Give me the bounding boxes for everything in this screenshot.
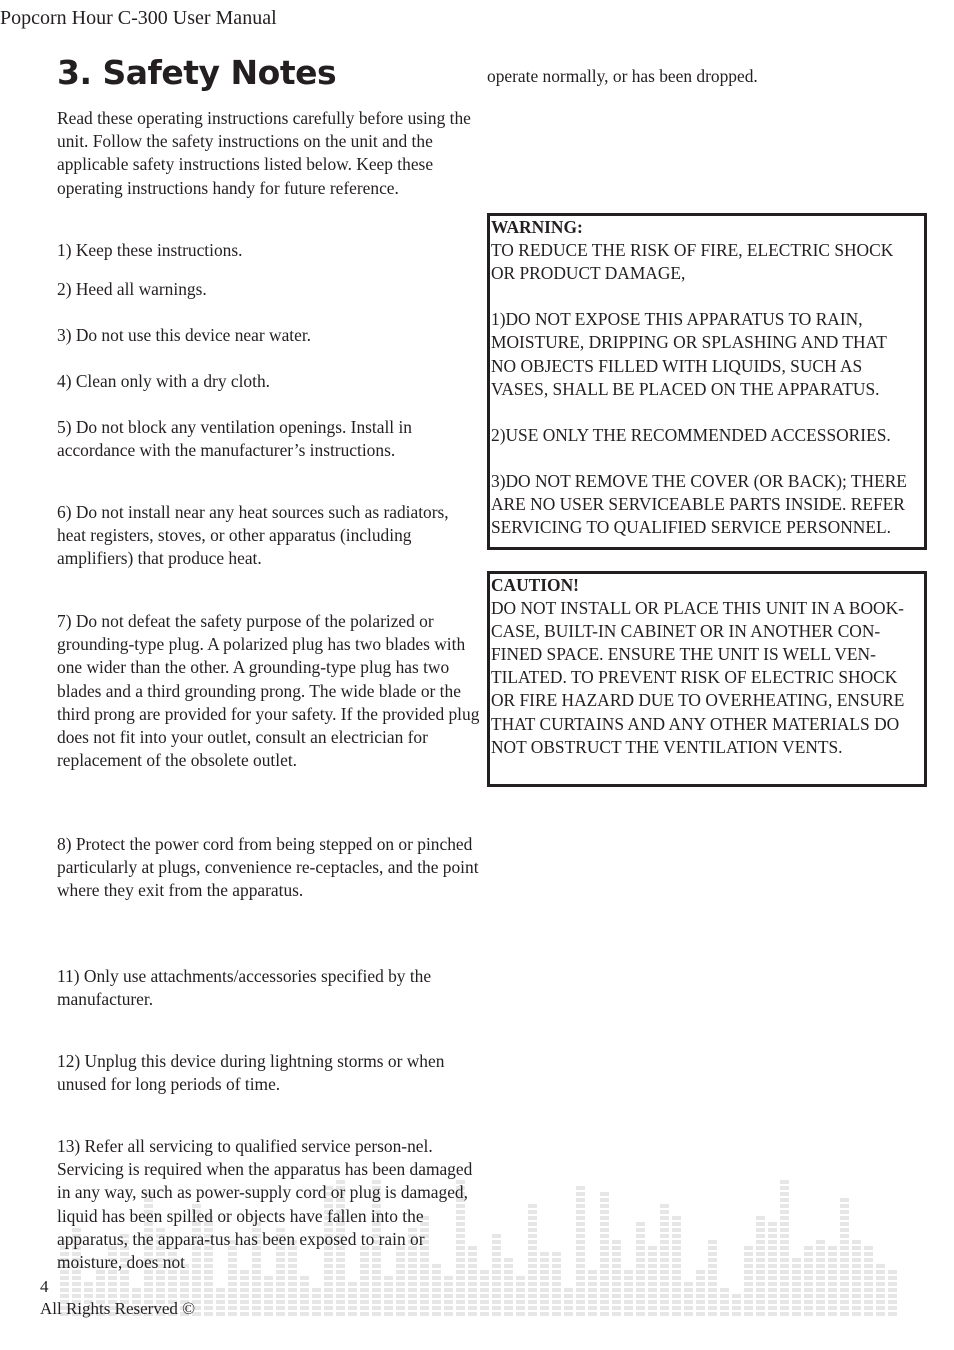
safety-item-5: 5) Do not block any ventilation openings. Install in accordance with the manufacturer’s instructions. [57, 417, 413, 461]
caution-line: NOT OBSTRUCT THE VENTILATION VENTS. [491, 736, 843, 757]
caution-line: THAT CURTAINS AND ANY OTHER MATERIALS DO [491, 713, 900, 734]
safety-item-8: 8) Protect the power cord from being stepped on or pinched particularly at plugs, convenience re-ceptacles, and the point where they exit from the apparatus. [57, 834, 479, 901]
intro-paragraph: Read these operating instructions carefully before using the unit. Follow the safety instructions on the unit and the applicable safety instructions listed below. Keep these operating instructions handy for future reference. [57, 108, 471, 198]
safety-item-11: 11) Only use attachments/accessories specified by the manufacturer. [57, 966, 432, 1010]
warning-heading: WARNING: [491, 217, 583, 237]
safety-item-3: 3) Do not use this device near water. [57, 325, 312, 345]
caution-text [491, 597, 924, 759]
caution-box [487, 571, 927, 787]
warning-line: SERVICING TO QUALIFIED SERVICE PERSONNEL. [491, 517, 891, 538]
warning-line: 1)DO NOT EXPOSE THIS APPARATUS TO RAIN, [491, 309, 863, 330]
caution-line: FINED SPACE. ENSURE THE UNIT IS WELL VEN- [491, 644, 876, 665]
caution-line: OR FIRE HAZARD DUE TO OVERHEATING, ENSURE [491, 690, 905, 711]
rights-notice: All Rights Reserved © [40, 1299, 196, 1318]
warning-line: TO REDUCE THE RISK OF FIRE, ELECTRIC SHOCK [491, 240, 894, 261]
warning-spacer [491, 401, 924, 424]
safety-item-1: 1) Keep these instructions. [57, 240, 243, 260]
warning-text [491, 239, 924, 539]
caution-line: TILATED. TO PREVENT RISK OF ELECTRIC SHOCK [491, 667, 898, 688]
warning-line: VASES, SHALL BE PLACED ON THE APPARATUS. [491, 378, 880, 399]
page-number: 4 [40, 1277, 49, 1296]
safety-item-7: 7) Do not defeat the safety purpose of the polarized or grounding-type plug. A polarized plug has two blades with one wider than the other. A grounding-type plug has two blades and a third grounding prong. The wide blade or the third prong are provided for your safety. If the provided plug does not fit into your outlet, consult an electrician for replacement of the obsolete outlet. [57, 611, 480, 771]
safety-item-2: 2) Heed all warnings. [57, 279, 207, 299]
warning-line: 3)DO NOT REMOVE THE COVER (OR BACK); THERE [491, 471, 907, 492]
warning-spacer [491, 285, 924, 308]
caution-line: DO NOT INSTALL OR PLACE THIS UNIT IN A BOOK- [491, 598, 904, 619]
safety-item-13: 13) Refer all servicing to qualified service person-nel. Servicing is required when the apparatus has been damaged in any way, such as power-supply cord or plug is damaged, liquid has been spilled or objects have fallen into the apparatus, the appara-tus has been exposed to rain or moisture, does not [57, 1136, 473, 1273]
warning-box [487, 213, 927, 550]
warning-line: OR PRODUCT DAMAGE, [491, 263, 686, 284]
warning-line: 2)USE ONLY THE RECOMMENDED ACCESSORIES. [491, 424, 891, 445]
warning-line: MOISTURE, DRIPPING OR SPLASHING AND THAT [491, 332, 887, 353]
warning-line: ARE NO USER SERVICEABLE PARTS INSIDE. REFER [491, 494, 905, 515]
caution-line: CASE, BUILT-IN CABINET OR IN ANOTHER CON- [491, 621, 881, 642]
section-title: 3. Safety Notes [57, 53, 337, 92]
safety-item-4: 4) Clean only with a dry cloth. [57, 371, 270, 391]
caution-heading: CAUTION! [491, 575, 579, 595]
warning-spacer [491, 447, 924, 470]
safety-item-12: 12) Unplug this device during lightning storms or when unused for long periods of time. [57, 1051, 445, 1095]
safety-item-6: 6) Do not install near any heat sources such as radiators, heat registers, stoves, or other apparatus (including amplifiers) that produce heat. [57, 502, 449, 569]
running-header: Popcorn Hour C-300 User Manual [0, 7, 277, 29]
warning-line: NO OBJECTS FILLED WITH LIQUIDS, SUCH AS [491, 355, 863, 376]
item-13-continuation: operate normally, or has been dropped. [487, 66, 758, 86]
